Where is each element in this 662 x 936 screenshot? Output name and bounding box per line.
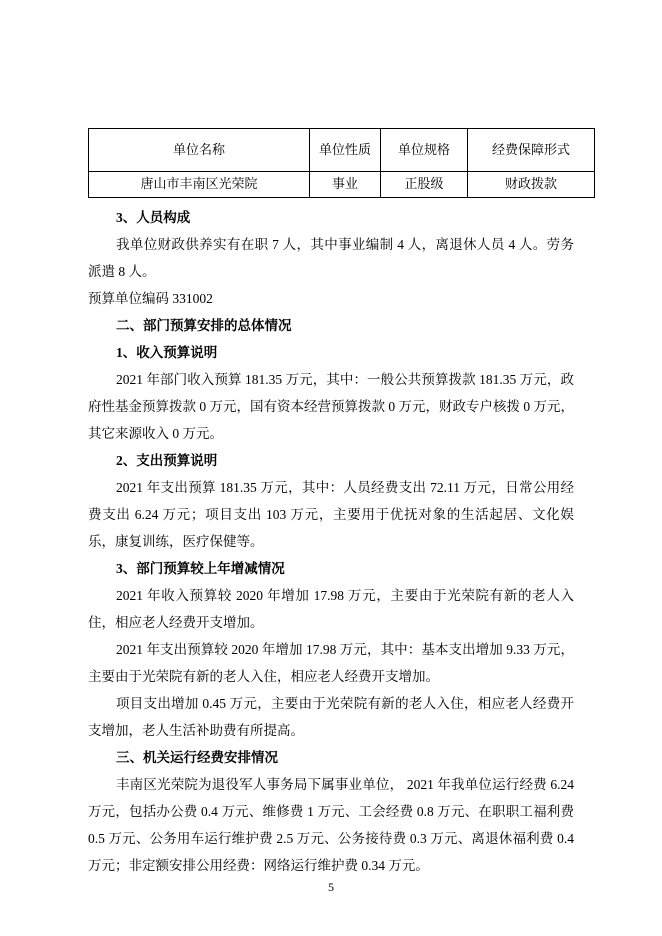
table-header-row [89,129,595,172]
page-number: 5 [328,880,334,894]
table-cell-unit-level: 正股级 [381,172,468,198]
section-heading-overall: 二、部门预算安排的总体情况 [116,318,292,333]
table-cell-unit-name: 唐山市丰南区光荣院 [89,172,310,198]
paragraph-expenditure: 2021 年支出预算 181.35 万元，其中：人员经费支出 72.11 万元，日常公用经费支出 6.24 万元；项目支出 103 万元，主要用于优抚对象的生活起居、文化娱乐，康复训练，医疗保健等。 [88,480,574,549]
section-heading-yoy-change: 3、部门预算较上年增减情况 [116,561,285,576]
table-row [89,172,595,198]
paragraph-expenditure-change: 2021 年支出预算较 2020 年增加 17.98 万元，其中：基本支出增加 9.33 万元，主要由于光荣院有新的老人入住，相应老人经费开支增加。 [88,642,574,684]
paragraph-project-change: 项目支出增加 0.45 万元，主要由于光荣院有新的老人入住，相应老人经费开支增加，老人生活补助费有所提高。 [88,696,574,738]
section-heading-operating-cost: 三、机关运行经费安排情况 [116,750,278,765]
table-header-funding-form: 经费保障形式 [468,129,595,172]
paragraph-income-change: 2021 年收入预算较 2020 年增加 17.98 万元，主要由于光荣院有新的老人入住，相应老人经费开支增加。 [88,588,574,630]
table-header-unit-nature: 单位性质 [310,129,381,172]
section-heading-income: 1、收入预算说明 [116,345,218,360]
table-header-unit-level: 单位规格 [381,129,468,172]
paragraph-income: 2021 年部门收入预算 181.35 万元，其中：一般公共预算拨款 181.35 万元，政府性基金预算拨款 0 万元，国有资本经营预算拨款 0 万元，财政专户核拨 0 万元，其它来源收入 0 万元。 [88,372,574,441]
paragraph-budget-unit-code: 预算单位编码 331002 [88,291,213,306]
section-heading-personnel: 3、人员构成 [116,210,191,225]
paragraph-personnel: 我单位财政供养实有在职 7 人，其中事业编制 4 人，离退休人员 4 人。劳务派遣 8 人。 [88,237,574,279]
paragraph-operating-cost: 丰南区光荣院为退役军人事务局下属事业单位， 2021 年我单位运行经费 6.24 万元，包括办公费 0.4 万元、维修费 1 万元、工会经费 0.8 万元、在职职工福利费 0.5 万元、公务用车运行维护费 2.5 万元、公务接待费 0.3 万元、离退休福利费 0.4 万元；非定额安排公用经费：网络运行维护费 0.34 万元。 [88,777,574,873]
section-heading-expenditure: 2、支出预算说明 [116,453,218,468]
table-cell-funding-form: 财政拨款 [468,172,595,198]
table-header-unit-name: 单位名称 [89,129,310,172]
unit-info-table [88,128,595,198]
table-cell-unit-nature: 事业 [310,172,381,198]
